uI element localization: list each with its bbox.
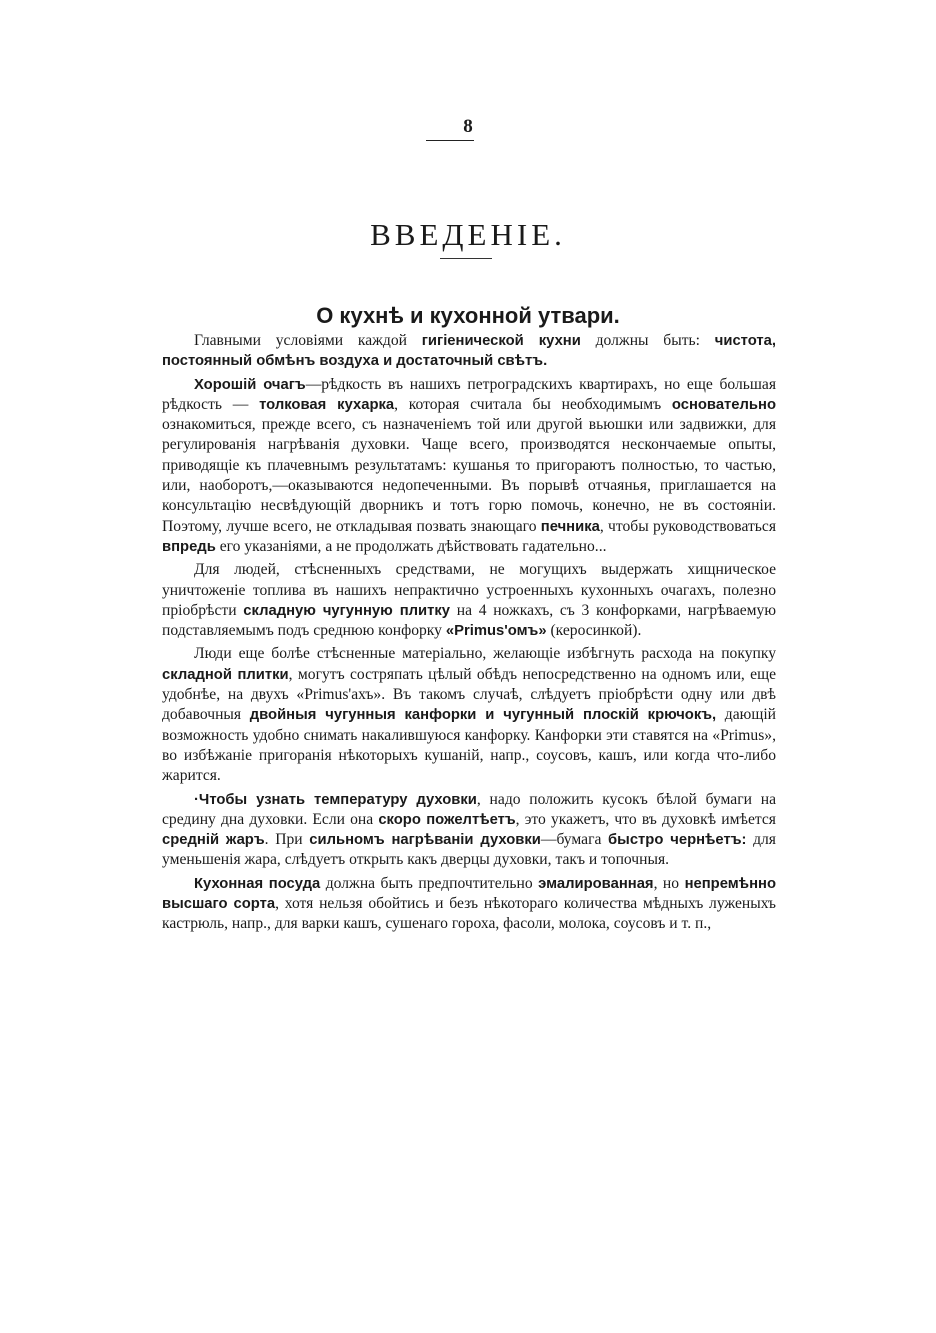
text-run: , это укажетъ, что въ духовкѣ имѣется — [515, 810, 776, 828]
emphasized-text: печника — [540, 518, 600, 535]
paragraph — [162, 375, 776, 558]
emphasized-text: чистота, постоянный обмѣнъ воздуха и достаточный свѣтъ. — [162, 333, 776, 370]
paragraph — [162, 644, 776, 786]
emphasized-text: Кухонная посуда — [194, 875, 321, 892]
text-run: ознакомиться, прежде всего, съ назначеніемъ той или другой вьюшки или задвижки, для регулированія нагрѣванія духовки. Чаще всего, производятся нескончаемые опыты, приводящіе къ плачевнымъ результатамъ: кушанья то пригораютъ полностью, то частью, или, наоборотъ,—оказываются недопеченными. Въ порывѣ отчаянья, приглашается на консультацію несвѣдующій дворникъ и тотъ горю помочь, конечно, не въ состояніи. Поэтому, лучше всего, не откладывая позвать знающаго — [162, 416, 776, 535]
text-run: его указаніями, а не продолжать дѣйствовать гадательно... — [215, 537, 607, 555]
title-divider — [440, 258, 492, 259]
text-run: . При — [264, 831, 310, 849]
section-title: О кухнѣ и кухонной утвари. — [316, 303, 620, 329]
emphasized-text: эмалированная — [538, 875, 654, 892]
paragraph — [162, 790, 776, 871]
body-text — [162, 331, 776, 935]
emphasized-text: гигіенической кухни — [421, 333, 581, 349]
text-run: , чтобы руководствоваться — [599, 517, 776, 535]
text-run: на 4 ножкахъ, съ 3 конфорками, нагрѣваемую подставляемымъ подъ среднюю конфорку — [162, 601, 776, 640]
emphasized-text: ·Чтобы узнать температуру духовки — [194, 791, 477, 808]
emphasized-text: впредь — [162, 538, 216, 555]
text-run: дающій возможность удобно снимать накалившуюся канфорку. Канфорки эти ставятся на «Primus», во избѣжаніе пригоранія нѣкоторыхъ кушаній, напр., соусовъ, кашъ, или когда что-либо жарится. — [162, 706, 776, 785]
emphasized-text: складной плитки — [162, 666, 289, 683]
text-run: , но — [653, 874, 685, 892]
text-run: для уменьшенія жара, слѣдуетъ открыть какъ дверцы духовки, такъ и топочныя. — [162, 831, 776, 869]
emphasized-text: средній жаръ — [162, 832, 265, 849]
emphasized-text: «Primus'омъ» — [445, 623, 547, 640]
emphasized-text: непремѣнно высшаго сорта — [162, 875, 776, 913]
chapter-title: ВВЕДЕНІЕ. — [370, 216, 566, 252]
text-run: (керосинкой). — [546, 622, 642, 640]
emphasized-text: толковая кухарка — [259, 396, 395, 413]
text-run: —бумага — [540, 831, 609, 849]
page-number: 8 — [463, 116, 473, 137]
emphasized-text: сильномъ нагрѣваніи духовки — [309, 832, 541, 849]
emphasized-text: быстро чернѣетъ: — [608, 832, 747, 849]
text-run: , которая считала бы необходимымъ — [394, 395, 672, 413]
text-run: Люди еще болѣе стѣсненные матеріально, желающіе избѣгнуть расхода на покупку — [194, 645, 776, 663]
text-run: Для людей, стѣсненныхъ средствами, не могущихъ выдержать хищническое уничтоженіе топлива въ нашихъ непрактично устроенныхъ кухонныхъ очагахъ, полезно пріобрѣсти — [162, 561, 776, 619]
emphasized-text: Хорошій очагъ — [194, 376, 306, 393]
emphasized-text: основательно — [671, 396, 777, 413]
text-run: , надо положить кусокъ бѣлой бумаги на средину дна духовки. Если она — [162, 790, 776, 828]
text-run: должна быть предпочтительно — [320, 874, 539, 892]
text-run: —рѣдкость въ нашихъ петроградскихъ квартирахъ, но еще большая рѣдкость — — [162, 375, 776, 413]
emphasized-text: двойныя чугунныя канфорки и чугунный плоскій крючокъ, — [249, 707, 717, 724]
emphasized-text: скоро пожелтѣетъ — [378, 811, 516, 828]
emphasized-text: складную чугунную плитку — [243, 602, 451, 619]
text-run: должны быть: — [580, 332, 715, 349]
text-run: Главными условіями каждой — [194, 332, 422, 349]
text-run: , хотя нельзя обойтись и безъ нѣкотораго количества мѣдныхъ луженыхъ кастрюль, напр., для варки кашъ, сушенаго гороха, фасоли, молока, соусовъ и т. п., — [162, 895, 776, 933]
paragraph — [162, 331, 776, 372]
paragraph — [162, 560, 776, 641]
paragraph — [162, 874, 776, 935]
text-run: , могутъ состряпать цѣлый обѣдъ непосредственно на одномъ или, еще удобнѣе, на двухъ «Primus'ахъ». Въ такомъ случаѣ, слѣдуетъ пріобрѣсти одну или двѣ добавочныя — [162, 665, 777, 724]
page-number-underline — [426, 140, 474, 141]
